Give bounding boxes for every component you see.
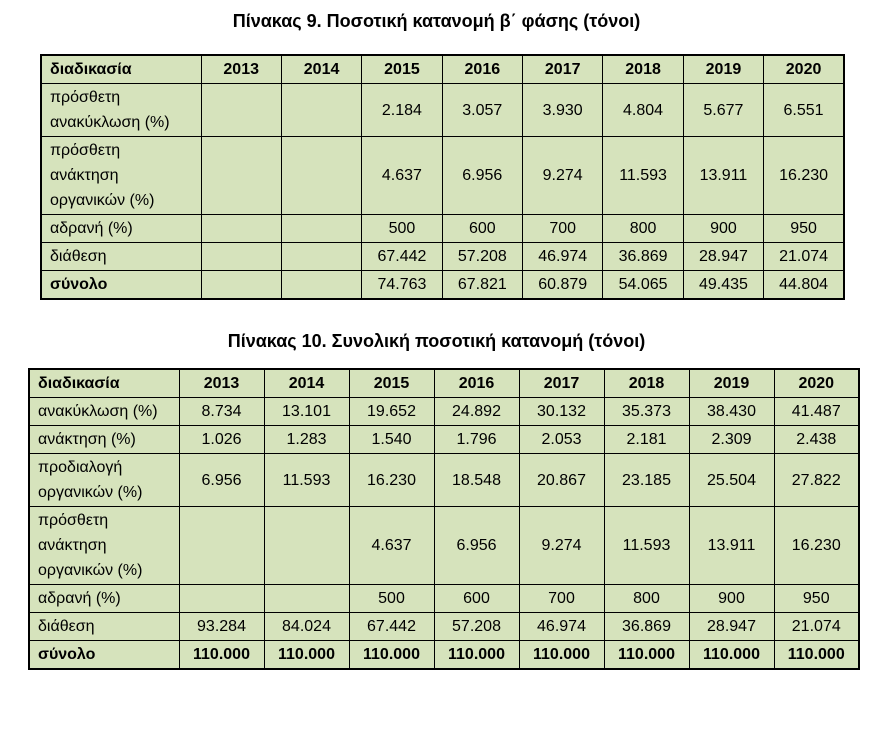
value-cell (281, 243, 361, 271)
value-cell: 5.677 (683, 84, 763, 137)
value-cell: 67.442 (349, 613, 434, 641)
value-cell: 4.637 (349, 507, 434, 585)
year-column-header: 2019 (683, 55, 763, 84)
table-row (29, 426, 859, 454)
value-cell (201, 137, 281, 215)
year-column-header: 2014 (264, 369, 349, 398)
table-row (41, 137, 844, 215)
year-column-header: 2016 (434, 369, 519, 398)
table-row (29, 613, 859, 641)
value-cell: 110.000 (264, 641, 349, 670)
value-cell: 74.763 (362, 271, 442, 300)
value-cell: 110.000 (349, 641, 434, 670)
value-cell (281, 271, 361, 300)
value-cell (281, 84, 361, 137)
value-cell (179, 507, 264, 585)
value-cell: 11.593 (264, 454, 349, 507)
value-cell: 500 (362, 215, 442, 243)
table10-title: Πίνακας 10. Συνολική ποσοτική κατανομή (τόνοι) (227, 331, 646, 351)
value-cell: 28.947 (689, 613, 774, 641)
value-cell: 950 (764, 215, 844, 243)
year-column-header: 2018 (603, 55, 683, 84)
value-cell: 93.284 (179, 613, 264, 641)
value-cell: 28.947 (683, 243, 763, 271)
value-cell: 84.024 (264, 613, 349, 641)
value-cell: 36.869 (604, 613, 689, 641)
value-cell: 110.000 (689, 641, 774, 670)
value-cell: 23.185 (604, 454, 689, 507)
row-label: αδρανή (%) (41, 215, 201, 243)
value-cell: 600 (434, 585, 519, 613)
value-cell: 110.000 (604, 641, 689, 670)
year-column-header: 2019 (689, 369, 774, 398)
value-cell (201, 84, 281, 137)
value-cell: 2.438 (774, 426, 859, 454)
row-label: ανακύκλωση (%) (29, 398, 179, 426)
table-row (41, 271, 844, 300)
header-row (29, 369, 859, 398)
value-cell: 950 (774, 585, 859, 613)
value-cell: 4.637 (362, 137, 442, 215)
value-cell (201, 271, 281, 300)
value-cell (201, 243, 281, 271)
header-row (41, 55, 844, 84)
value-cell: 2.181 (604, 426, 689, 454)
value-cell (281, 137, 361, 215)
value-cell: 60.879 (523, 271, 603, 300)
value-cell: 57.208 (434, 613, 519, 641)
year-column-header: 2018 (604, 369, 689, 398)
value-cell: 600 (442, 215, 522, 243)
value-cell: 800 (604, 585, 689, 613)
value-cell: 54.065 (603, 271, 683, 300)
value-cell: 1.026 (179, 426, 264, 454)
value-cell: 21.074 (774, 613, 859, 641)
row-label: σύνολο (29, 641, 179, 670)
value-cell: 44.804 (764, 271, 844, 300)
value-cell: 110.000 (434, 641, 519, 670)
value-cell: 6.551 (764, 84, 844, 137)
value-cell: 18.548 (434, 454, 519, 507)
year-column-header: 2015 (349, 369, 434, 398)
value-cell: 21.074 (764, 243, 844, 271)
table-row (29, 507, 859, 585)
value-cell: 67.442 (362, 243, 442, 271)
table-row (29, 454, 859, 507)
process-column-header: διαδικασία (29, 369, 179, 398)
row-label: ανάκτηση (%) (29, 426, 179, 454)
value-cell: 6.956 (442, 137, 522, 215)
value-cell: 500 (349, 585, 434, 613)
table10 (28, 368, 860, 670)
row-label: διάθεση (41, 243, 201, 271)
value-cell: 16.230 (349, 454, 434, 507)
value-cell: 8.734 (179, 398, 264, 426)
value-cell: 16.230 (764, 137, 844, 215)
value-cell: 4.804 (603, 84, 683, 137)
process-column-header: διαδικασία (41, 55, 201, 84)
row-label: αδρανή (%) (29, 585, 179, 613)
year-column-header: 2013 (201, 55, 281, 84)
value-cell: 20.867 (519, 454, 604, 507)
value-cell: 49.435 (683, 271, 763, 300)
value-cell: 3.057 (442, 84, 522, 137)
value-cell: 19.652 (349, 398, 434, 426)
value-cell: 67.821 (442, 271, 522, 300)
value-cell: 30.132 (519, 398, 604, 426)
year-column-header: 2014 (281, 55, 361, 84)
year-column-header: 2016 (442, 55, 522, 84)
year-column-header: 2020 (774, 369, 859, 398)
value-cell: 11.593 (604, 507, 689, 585)
value-cell: 11.593 (603, 137, 683, 215)
value-cell: 110.000 (519, 641, 604, 670)
value-cell: 25.504 (689, 454, 774, 507)
year-column-header: 2017 (523, 55, 603, 84)
value-cell: 46.974 (519, 613, 604, 641)
value-cell: 1.283 (264, 426, 349, 454)
year-column-header: 2013 (179, 369, 264, 398)
value-cell (281, 215, 361, 243)
value-cell: 46.974 (523, 243, 603, 271)
value-cell: 24.892 (434, 398, 519, 426)
value-cell: 9.274 (519, 507, 604, 585)
value-cell: 41.487 (774, 398, 859, 426)
value-cell: 3.930 (523, 84, 603, 137)
value-cell: 13.101 (264, 398, 349, 426)
value-cell: 35.373 (604, 398, 689, 426)
value-cell: 36.869 (603, 243, 683, 271)
value-cell: 800 (603, 215, 683, 243)
table-row (29, 641, 859, 670)
value-cell: 1.796 (434, 426, 519, 454)
value-cell: 700 (523, 215, 603, 243)
value-cell: 110.000 (774, 641, 859, 670)
value-cell: 57.208 (442, 243, 522, 271)
row-label: πρόσθετη ανακύκλωση (%) (41, 84, 201, 137)
value-cell (179, 585, 264, 613)
value-cell: 2.184 (362, 84, 442, 137)
value-cell: 16.230 (774, 507, 859, 585)
table-row (41, 215, 844, 243)
value-cell: 6.956 (434, 507, 519, 585)
value-cell: 900 (683, 215, 763, 243)
value-cell: 9.274 (523, 137, 603, 215)
year-column-header: 2020 (764, 55, 844, 84)
year-column-header: 2015 (362, 55, 442, 84)
row-label: διάθεση (29, 613, 179, 641)
value-cell: 900 (689, 585, 774, 613)
value-cell (264, 585, 349, 613)
value-cell: 2.053 (519, 426, 604, 454)
row-label: πρόσθετη ανάκτηση οργανικών (%) (41, 137, 201, 215)
table9-title: Πίνακας 9. Ποσοτική κατανομή β΄ φάσης (τόνοι) (232, 11, 641, 31)
value-cell: 700 (519, 585, 604, 613)
value-cell: 2.309 (689, 426, 774, 454)
value-cell: 6.956 (179, 454, 264, 507)
value-cell: 27.822 (774, 454, 859, 507)
table-row (41, 84, 844, 137)
table-row (29, 398, 859, 426)
row-label: πρόσθετη ανάκτηση οργανικών (%) (29, 507, 179, 585)
value-cell: 110.000 (179, 641, 264, 670)
table9 (40, 54, 845, 300)
value-cell: 38.430 (689, 398, 774, 426)
table-row (41, 243, 844, 271)
value-cell: 1.540 (349, 426, 434, 454)
value-cell: 13.911 (689, 507, 774, 585)
year-column-header: 2017 (519, 369, 604, 398)
row-label: σύνολο (41, 271, 201, 300)
row-label: προδιαλογή οργανικών (%) (29, 454, 179, 507)
table-row (29, 585, 859, 613)
value-cell (264, 507, 349, 585)
value-cell: 13.911 (683, 137, 763, 215)
value-cell (201, 215, 281, 243)
